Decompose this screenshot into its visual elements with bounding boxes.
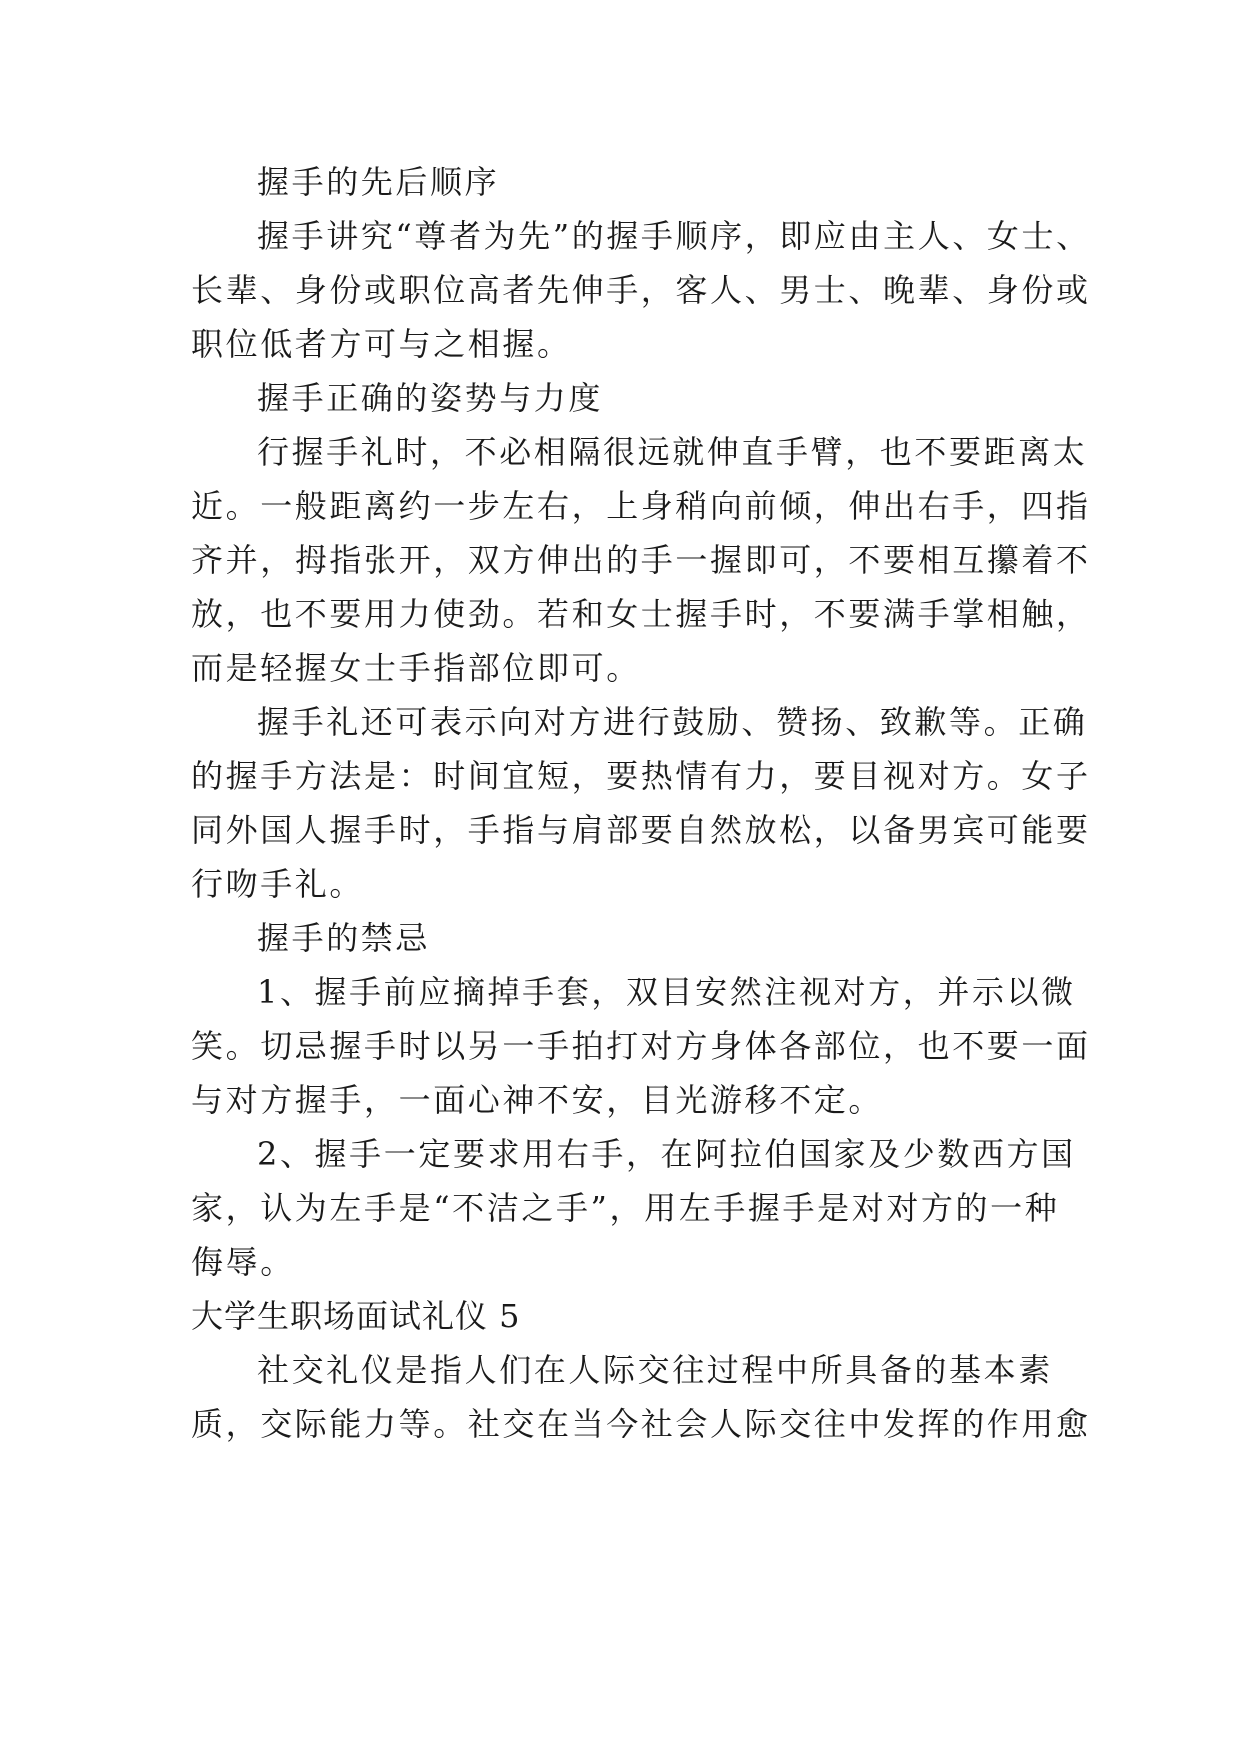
paragraph-line: 质，交际能力等。社交在当今社会人际交往中发挥的作用愈 <box>191 1405 1091 1443</box>
paragraph-line: 1、握手前应摘掉手套，双目安然注视对方，并示以微 <box>257 973 1076 1011</box>
subheading-taboos: 握手的禁忌 <box>257 919 431 957</box>
paragraph-line: 近。一般距离约一步左右，上身稍向前倾，伸出右手，四指 <box>191 487 1091 525</box>
paragraph-line: 与对方握手，一面心神不安，目光游移不定。 <box>191 1081 884 1119</box>
paragraph-line: 职位低者方可与之相握。 <box>191 325 572 363</box>
paragraph-line: 握手礼还可表示向对方进行鼓励、赞扬、致歉等。正确 <box>257 703 1088 741</box>
paragraph-line: 握手讲究“尊者为先”的握手顺序，即应由主人、女士、 <box>257 217 1091 255</box>
paragraph-line: 侮辱。 <box>191 1243 295 1281</box>
paragraph-line: 长辈、身份或职位高者先伸手，客人、男士、晚辈、身份或 <box>191 271 1091 309</box>
subheading-posture-force: 握手正确的姿势与力度 <box>257 379 604 417</box>
paragraph-line: 放，也不要用力使劲。若和女士握手时，不要满手掌相触， <box>191 595 1091 633</box>
section-heading: 大学生职场面试礼仪 5 <box>191 1297 521 1335</box>
paragraph-line: 而是轻握女士手指部位即可。 <box>191 649 641 687</box>
paragraph-line: 同外国人握手时，手指与肩部要自然放松，以备男宾可能要 <box>191 811 1091 849</box>
paragraph-line: 的握手方法是：时间宜短，要热情有力，要目视对方。女子 <box>191 757 1091 795</box>
paragraph-line: 行握手礼时，不必相隔很远就伸直手臂，也不要距离太 <box>257 433 1088 471</box>
paragraph-line: 家，认为左手是“不洁之手”，用左手握手是对对方的一种 <box>191 1189 1060 1227</box>
paragraph-line: 齐并，拇指张开，双方伸出的手一握即可，不要相互攥着不 <box>191 541 1091 579</box>
paragraph-line: 社交礼仪是指人们在人际交往过程中所具备的基本素 <box>257 1351 1053 1389</box>
paragraph-line: 笑。切忌握手时以另一手拍打对方身体各部位，也不要一面 <box>191 1027 1091 1065</box>
paragraph-line: 行吻手礼。 <box>191 865 365 903</box>
subheading-handshake-order: 握手的先后顺序 <box>257 163 500 201</box>
paragraph-line: 2、握手一定要求用右手，在阿拉伯国家及少数西方国 <box>257 1135 1076 1173</box>
